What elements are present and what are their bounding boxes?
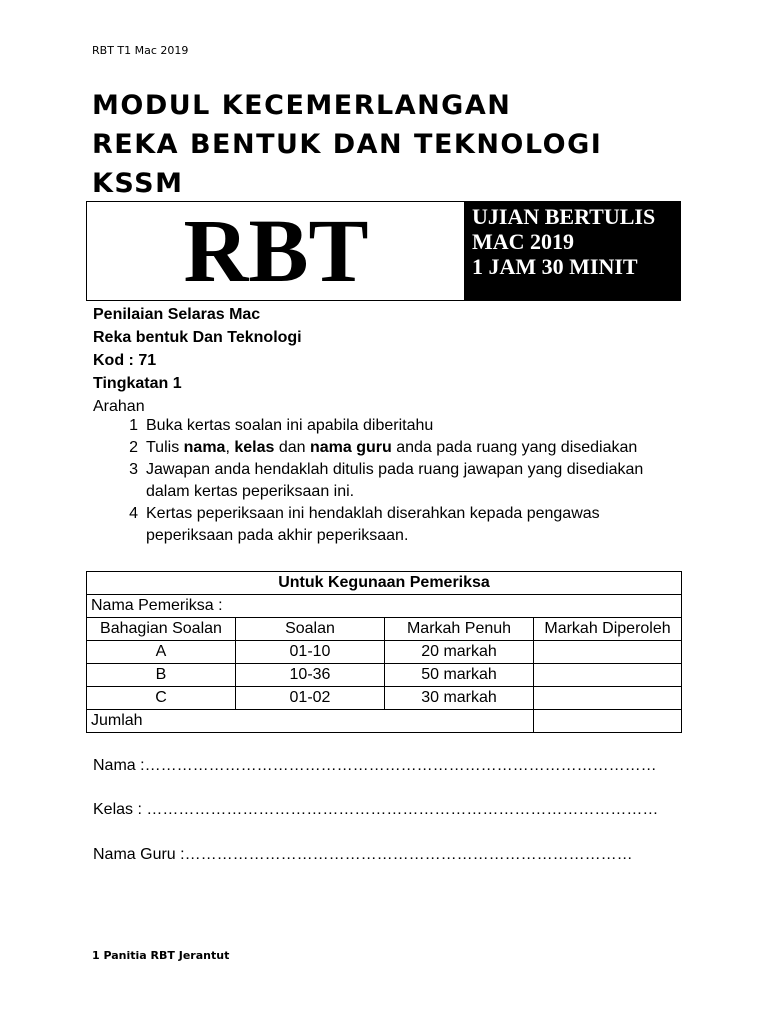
total-marks-cell[interactable] bbox=[534, 710, 682, 733]
table-cell: 10-36 bbox=[236, 664, 385, 687]
exam-info-box bbox=[464, 202, 680, 300]
teacher-name-field[interactable]: Nama Guru :………………………………………………………………………… bbox=[93, 846, 633, 863]
instruction-emphasis: kelas bbox=[234, 439, 275, 456]
marks-obtained-cell[interactable] bbox=[534, 687, 682, 710]
instruction-text bbox=[146, 415, 686, 437]
marks-obtained-cell[interactable] bbox=[534, 664, 682, 687]
instruction-number: 2 bbox=[129, 439, 138, 456]
assessment-name: Penilaian Selaras Mac bbox=[93, 306, 261, 323]
instruction-item bbox=[110, 437, 686, 459]
instruction-run: Kertas peperiksaan ini hendaklah diserahkan kepada pengawas peperiksaan pada akhir peperiksaan. bbox=[146, 505, 600, 544]
instruction-run: dan bbox=[274, 439, 310, 456]
student-name-field[interactable]: Nama :…………………………………………………………………………………… bbox=[93, 757, 657, 774]
title-line-2: REKA BENTUK DAN TEKNOLOGI bbox=[92, 129, 603, 160]
instruction-number: 4 bbox=[129, 505, 138, 522]
instructions-list bbox=[110, 415, 686, 547]
column-header: Bahagian Soalan bbox=[87, 618, 236, 641]
table-row bbox=[87, 664, 682, 687]
title-line-3: KSSM bbox=[92, 168, 184, 199]
form-level: Tingkatan 1 bbox=[93, 375, 182, 392]
instruction-text bbox=[146, 503, 686, 547]
instruction-item bbox=[110, 415, 686, 437]
exam-duration: 1 JAM 30 MINIT bbox=[472, 254, 638, 279]
subject-name: Reka bentuk Dan Teknologi bbox=[93, 329, 302, 346]
examiner-name-row: Nama Pemeriksa : bbox=[87, 595, 682, 618]
instruction-run: Jawapan anda hendaklah ditulis pada ruang jawapan yang disediakan dalam kertas peperiksaan ini. bbox=[146, 461, 644, 500]
instruction-text bbox=[146, 437, 686, 459]
instruction-run: Buka kertas soalan ini apabila diberitahu bbox=[146, 417, 434, 434]
table-cell: C bbox=[87, 687, 236, 710]
page-footer: 1 Panitia RBT Jerantut bbox=[92, 949, 230, 962]
table-cell: 01-02 bbox=[236, 687, 385, 710]
exam-info bbox=[93, 303, 302, 418]
running-header: RBT T1 Mac 2019 bbox=[92, 44, 189, 57]
table-cell: B bbox=[87, 664, 236, 687]
table-cell: 20 markah bbox=[385, 641, 534, 664]
instruction-run: Tulis bbox=[146, 439, 184, 456]
class-field[interactable]: Kelas : …………………………………………………………………………………… bbox=[93, 801, 659, 818]
subject-code: Kod : 71 bbox=[93, 352, 157, 369]
instruction-number: 1 bbox=[129, 417, 138, 434]
column-header: Soalan bbox=[236, 618, 385, 641]
table-title: Untuk Kegunaan Pemeriksa bbox=[87, 572, 682, 595]
instruction-text bbox=[146, 459, 686, 503]
total-row bbox=[87, 710, 682, 733]
table-row bbox=[87, 641, 682, 664]
instruction-emphasis: nama guru bbox=[309, 439, 392, 456]
subject-banner bbox=[86, 201, 681, 301]
exam-type: UJIAN BERTULIS bbox=[472, 204, 656, 229]
table-row bbox=[87, 687, 682, 710]
table-cell: 01-10 bbox=[236, 641, 385, 664]
title-line-1: MODUL KECEMERLANGAN bbox=[92, 90, 512, 121]
instruction-item bbox=[110, 459, 686, 503]
instruction-run: anda pada ruang yang disediakan bbox=[391, 439, 638, 456]
instruction-run: , bbox=[225, 439, 235, 456]
marks-obtained-cell[interactable] bbox=[534, 641, 682, 664]
table-cell: A bbox=[87, 641, 236, 664]
instruction-item bbox=[110, 503, 686, 547]
exam-date: MAC 2019 bbox=[472, 229, 575, 254]
instruction-emphasis: nama bbox=[183, 439, 226, 456]
table-cell: 30 markah bbox=[385, 687, 534, 710]
column-header: Markah Penuh bbox=[385, 618, 534, 641]
banner-subject-code: RBT bbox=[183, 202, 369, 301]
column-header: Markah Diperoleh bbox=[534, 618, 682, 641]
table-header-row bbox=[87, 618, 682, 641]
instructions-heading: Arahan bbox=[93, 398, 145, 415]
total-label: Jumlah bbox=[87, 710, 534, 733]
table-cell: 50 markah bbox=[385, 664, 534, 687]
examiner-table bbox=[86, 571, 682, 733]
instruction-number: 3 bbox=[129, 461, 138, 478]
